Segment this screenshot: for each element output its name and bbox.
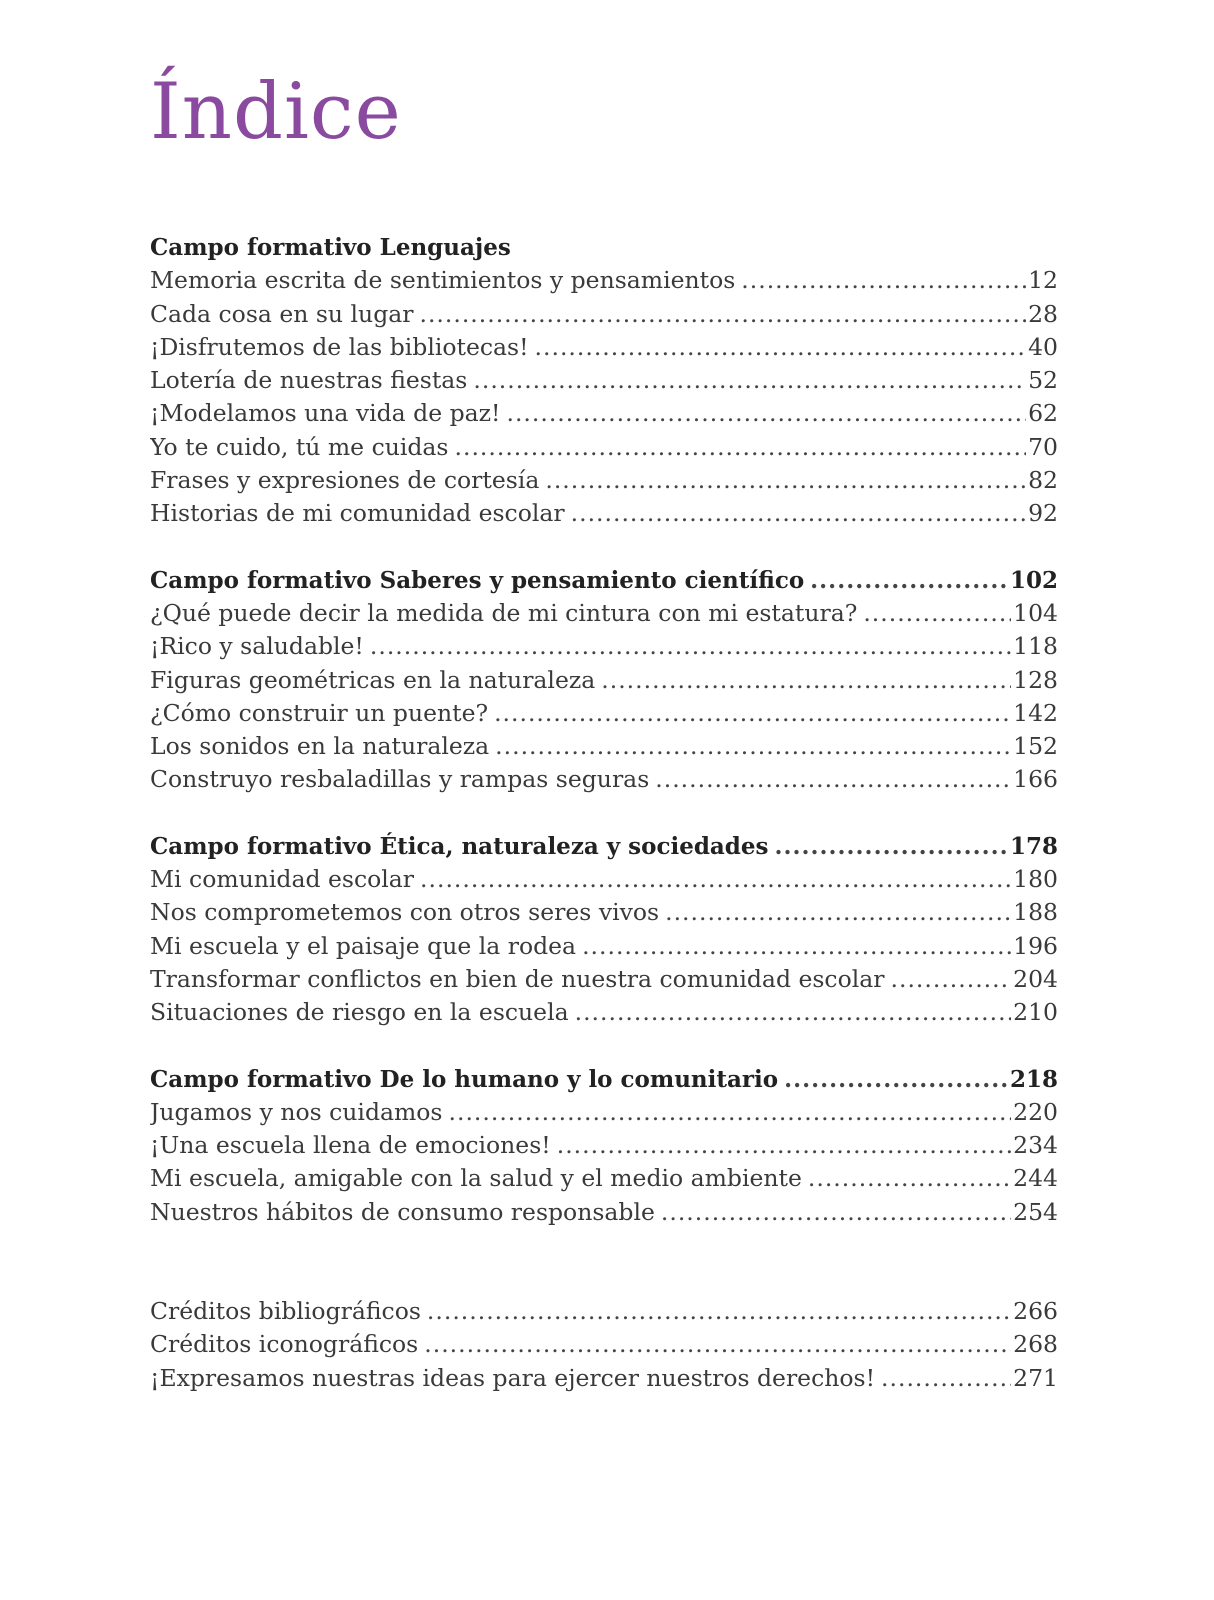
toc-entry-page: 92 bbox=[1028, 499, 1058, 528]
toc-entry-page: 82 bbox=[1028, 466, 1058, 495]
toc-entry-page: 244 bbox=[1013, 1164, 1058, 1193]
toc-entry-page: 28 bbox=[1028, 299, 1058, 328]
toc-section-humano bbox=[150, 1063, 1058, 1229]
dot-leader bbox=[495, 730, 1011, 763]
dot-leader bbox=[661, 1196, 1011, 1229]
toc-entry-title: Jugamos y nos cuidamos bbox=[150, 1097, 443, 1126]
toc-entry-page: 254 bbox=[1013, 1197, 1058, 1226]
section-heading-title: Campo formativo De lo humano y lo comunitario bbox=[150, 1065, 779, 1093]
toc-entry bbox=[150, 464, 1058, 497]
toc-entry bbox=[150, 664, 1058, 697]
dot-leader bbox=[545, 464, 1026, 497]
dot-leader bbox=[449, 1096, 1012, 1129]
table-of-contents bbox=[150, 231, 1058, 1395]
toc-entry bbox=[150, 364, 1058, 397]
toc-entry-title: Yo te cuido, tú me cuidas bbox=[150, 432, 449, 461]
toc-entry-page: 62 bbox=[1028, 399, 1058, 428]
toc-entry-title: ¡Una escuela llena de emociones! bbox=[150, 1131, 551, 1160]
dot-leader bbox=[424, 1328, 1011, 1361]
toc-entry-title: ¡Expresamos nuestras ideas para ejercer nuestros derechos! bbox=[150, 1363, 876, 1392]
toc-entry-title: Créditos iconográficos bbox=[150, 1330, 419, 1359]
dot-leader bbox=[808, 1162, 1011, 1195]
dot-leader bbox=[891, 963, 1012, 996]
toc-entry-title: ¿Cómo construir un puente? bbox=[150, 698, 489, 727]
toc-section-lenguajes bbox=[150, 231, 1058, 531]
dot-leader bbox=[665, 896, 1011, 929]
dot-leader bbox=[601, 664, 1011, 697]
toc-entry bbox=[150, 963, 1058, 996]
dot-leader bbox=[810, 564, 1008, 597]
toc-entry-page: 220 bbox=[1013, 1097, 1058, 1126]
toc-entry-title: Nos comprometemos con otros seres vivos bbox=[150, 898, 660, 927]
dot-leader bbox=[506, 397, 1026, 430]
section-heading bbox=[150, 1063, 1058, 1096]
toc-entry-title: Situaciones de riesgo en la escuela bbox=[150, 998, 569, 1027]
toc-entry-title: Los sonidos en la naturaleza bbox=[150, 732, 490, 761]
dot-leader bbox=[575, 996, 1012, 1029]
toc-entry-page: 210 bbox=[1013, 998, 1058, 1027]
dot-leader bbox=[420, 863, 1011, 896]
toc-entry-page: 12 bbox=[1028, 266, 1058, 295]
toc-entry-title: Lotería de nuestras fiestas bbox=[150, 366, 468, 395]
page-title: Índice bbox=[150, 67, 402, 157]
toc-entry-title: ¿Qué puede decir la medida de mi cintura con mi estatura? bbox=[150, 598, 858, 627]
section-heading-page: 218 bbox=[1009, 1065, 1058, 1093]
toc-section-etica bbox=[150, 830, 1058, 1030]
dot-leader bbox=[427, 1295, 1011, 1328]
toc-entry-title: ¡Modelamos una vida de paz! bbox=[150, 399, 501, 428]
dot-leader bbox=[535, 331, 1026, 364]
toc-entry bbox=[150, 1096, 1058, 1129]
toc-entry-page: 266 bbox=[1013, 1297, 1058, 1326]
toc-entry bbox=[150, 1295, 1058, 1328]
toc-entry bbox=[150, 1196, 1058, 1229]
toc-entry-page: 118 bbox=[1013, 632, 1058, 661]
toc-entry-page: 142 bbox=[1013, 698, 1058, 727]
toc-entry-page: 204 bbox=[1013, 964, 1058, 993]
toc-entry-title: Cada cosa en su lugar bbox=[150, 299, 414, 328]
toc-entry bbox=[150, 331, 1058, 364]
section-heading-page: 102 bbox=[1009, 566, 1058, 594]
toc-entry-title: Historias de mi comunidad escolar bbox=[150, 499, 565, 528]
toc-entry-title: Memoria escrita de sentimientos y pensamientos bbox=[150, 266, 736, 295]
section-heading bbox=[150, 564, 1058, 597]
toc-entry bbox=[150, 896, 1058, 929]
section-heading bbox=[150, 830, 1058, 863]
toc-entry bbox=[150, 1362, 1058, 1395]
toc-entry-title: Figuras geométricas en la naturaleza bbox=[150, 665, 596, 694]
dot-leader bbox=[557, 1129, 1011, 1162]
toc-entry-page: 166 bbox=[1013, 765, 1058, 794]
toc-entry-title: Mi escuela, amigable con la salud y el medio ambiente bbox=[150, 1164, 802, 1193]
toc-entry-page: 196 bbox=[1013, 931, 1058, 960]
toc-entry-page: 180 bbox=[1013, 865, 1058, 894]
toc-entry-title: ¡Disfrutemos de las bibliotecas! bbox=[150, 332, 529, 361]
toc-entry-title: Construyo resbaladillas y rampas seguras bbox=[150, 765, 650, 794]
toc-entry bbox=[150, 1129, 1058, 1162]
toc-entry bbox=[150, 497, 1058, 530]
toc-entry-title: Frases y expresiones de cortesía bbox=[150, 466, 540, 495]
toc-entry bbox=[150, 597, 1058, 630]
section-heading-page: 178 bbox=[1009, 832, 1058, 860]
dot-leader bbox=[494, 697, 1011, 730]
section-heading-title: Campo formativo Ética, naturaleza y sociedades bbox=[150, 832, 769, 860]
toc-entry bbox=[150, 264, 1058, 297]
toc-entry-page: 268 bbox=[1013, 1330, 1058, 1359]
dot-leader bbox=[881, 1362, 1011, 1395]
section-heading-title: Campo formativo Lenguajes bbox=[150, 234, 511, 261]
toc-entry-page: 271 bbox=[1013, 1363, 1058, 1392]
toc-entry bbox=[150, 730, 1058, 763]
toc-section-saberes bbox=[150, 564, 1058, 797]
toc-entry bbox=[150, 397, 1058, 430]
toc-entry bbox=[150, 630, 1058, 663]
toc-entry bbox=[150, 1328, 1058, 1361]
toc-entry-title: Mi escuela y el paisaje que la rodea bbox=[150, 931, 577, 960]
toc-entry-title: Mi comunidad escolar bbox=[150, 865, 415, 894]
section-heading-title: Campo formativo Saberes y pensamiento científico bbox=[150, 566, 805, 594]
toc-entry bbox=[150, 1162, 1058, 1195]
dot-leader bbox=[473, 364, 1026, 397]
toc-entry bbox=[150, 930, 1058, 963]
toc-entry bbox=[150, 431, 1058, 464]
toc-entry-page: 234 bbox=[1013, 1131, 1058, 1160]
toc-entry bbox=[150, 996, 1058, 1029]
dot-leader bbox=[419, 298, 1026, 331]
toc-entry-page: 52 bbox=[1028, 366, 1058, 395]
dot-leader bbox=[784, 1063, 1008, 1096]
dot-leader bbox=[774, 830, 1008, 863]
toc-entry-page: 188 bbox=[1013, 898, 1058, 927]
toc-entry bbox=[150, 863, 1058, 896]
toc-entry-page: 104 bbox=[1013, 598, 1058, 627]
toc-entry-page: 152 bbox=[1013, 732, 1058, 761]
toc-entry-page: 128 bbox=[1013, 665, 1058, 694]
dot-leader bbox=[741, 264, 1026, 297]
dot-leader bbox=[370, 630, 1011, 663]
dot-leader bbox=[455, 431, 1027, 464]
toc-entry bbox=[150, 763, 1058, 796]
dot-leader bbox=[863, 597, 1011, 630]
toc-entry bbox=[150, 697, 1058, 730]
toc-entry-page: 40 bbox=[1028, 332, 1058, 361]
toc-entry-page: 70 bbox=[1028, 432, 1058, 461]
dot-leader bbox=[582, 930, 1011, 963]
toc-entry-title: Nuestros hábitos de consumo responsable bbox=[150, 1197, 655, 1226]
dot-leader bbox=[655, 763, 1011, 796]
toc-entry-title: Transformar conflictos en bien de nuestra comunidad escolar bbox=[150, 964, 885, 993]
dot-leader bbox=[571, 497, 1026, 530]
toc-entry bbox=[150, 298, 1058, 331]
section-heading bbox=[150, 231, 1058, 264]
toc-entry-title: ¡Rico y saludable! bbox=[150, 632, 364, 661]
toc-entry-title: Créditos bibliográficos bbox=[150, 1297, 421, 1326]
toc-section-extras bbox=[150, 1295, 1058, 1395]
